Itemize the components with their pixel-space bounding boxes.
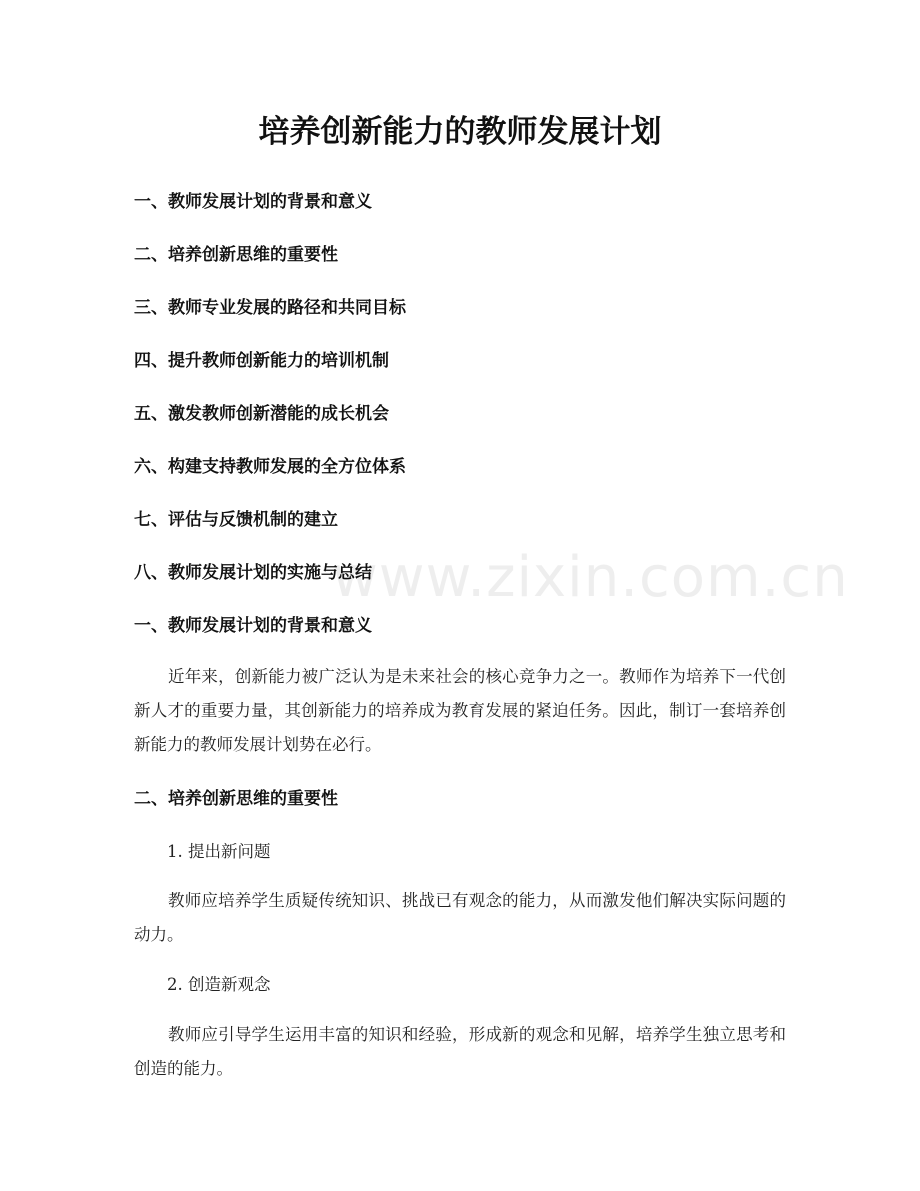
toc-item-4: 四、提升教师创新能力的培训机制 [134, 351, 389, 371]
sub-item-2-text: 教师应引导学生运用丰富的知识和经验，形成新的观念和见解，培养学生独立思考和创造的能力。 [134, 1025, 786, 1078]
toc-item-1: 一、教师发展计划的背景和意义 [134, 192, 372, 212]
section-2-heading: 二、培养创新思维的重要性 [134, 789, 338, 809]
sub-item-1-label: 1. 提出新问题 [167, 842, 271, 861]
toc-item-3: 三、教师专业发展的路径和共同目标 [134, 298, 406, 318]
toc-item-2: 二、培养创新思维的重要性 [134, 245, 338, 265]
watermark: www.zixin.com.cn [332, 545, 849, 610]
toc-item-7: 七、评估与反馈机制的建立 [134, 510, 338, 530]
toc-item-5: 五、激发教师创新潜能的成长机会 [134, 404, 389, 424]
document-title: 培养创新能力的教师发展计划 [258, 114, 662, 150]
section-1-paragraph: 近年来，创新能力被广泛认为是未来社会的核心竞争力之一。教师作为培养下一代创新人才的重要力量，其创新能力的培养成为教育发展的紧迫任务。因此，制订一套培养创新能力的教师发展计划势在必行。 [134, 667, 786, 754]
toc-item-6: 六、构建支持教师发展的全方位体系 [134, 457, 406, 477]
sub-item-1-text: 教师应培养学生质疑传统知识、挑战已有观念的能力，从而激发他们解决实际问题的动力。 [134, 891, 786, 944]
section-1-heading: 一、教师发展计划的背景和意义 [134, 616, 372, 636]
sub-item-2-label: 2. 创造新观念 [167, 975, 271, 994]
toc-item-8: 八、教师发展计划的实施与总结 [134, 563, 372, 583]
